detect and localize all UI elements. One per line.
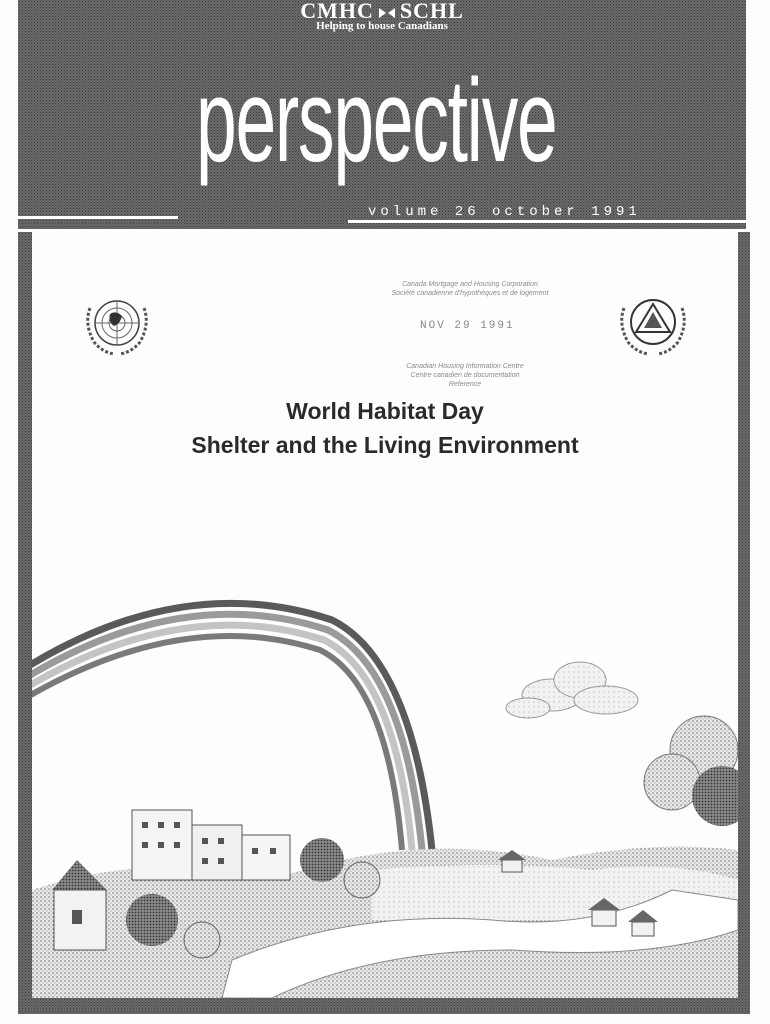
stamp-line-4: Centre canadien de documentation: [410, 372, 520, 379]
masthead: [18, 0, 746, 232]
masthead-rule-right: [348, 220, 746, 223]
brand-logo: [18, 0, 746, 22]
brand-right: SCHL: [399, 0, 464, 23]
tagline: Helping to house Canadians: [316, 20, 448, 32]
stamp-line-1: Canada Mortgage and Housing Corporation: [402, 281, 538, 288]
landscape-illustration: [32, 560, 738, 998]
rainbow: [32, 603, 432, 850]
brand-left: CMHC: [300, 0, 374, 23]
magazine-title: perspective: [196, 55, 557, 187]
frame-bottom: [18, 998, 750, 1014]
stamp-line-5: Reference: [448, 381, 482, 388]
volume-line: volume 26 october 1991: [368, 204, 641, 220]
frame-left: [18, 232, 32, 1012]
masthead-rule-bottom: [18, 229, 746, 232]
stamp-line-2: Société canadienne d'hypothèques et de logement: [391, 290, 549, 297]
stamp-header: [370, 280, 570, 298]
cloud: [506, 662, 638, 718]
trees-right: [644, 716, 738, 826]
un-emblem-icon: [72, 278, 162, 368]
stamp-line-3: Canadian Housing Information Centre: [406, 363, 524, 370]
masthead-rule-left: [18, 216, 178, 219]
habitat-emblem-icon: [608, 280, 698, 370]
headline-title: World Habitat Day: [286, 398, 484, 424]
stamp-footer: [380, 362, 550, 389]
headline-subtitle: Shelter and the Living Environment: [191, 432, 579, 458]
stamp-date: NOV 29 1991: [420, 320, 515, 332]
cmhc-logo-icon: [378, 6, 396, 20]
frame-right: [738, 232, 750, 1012]
